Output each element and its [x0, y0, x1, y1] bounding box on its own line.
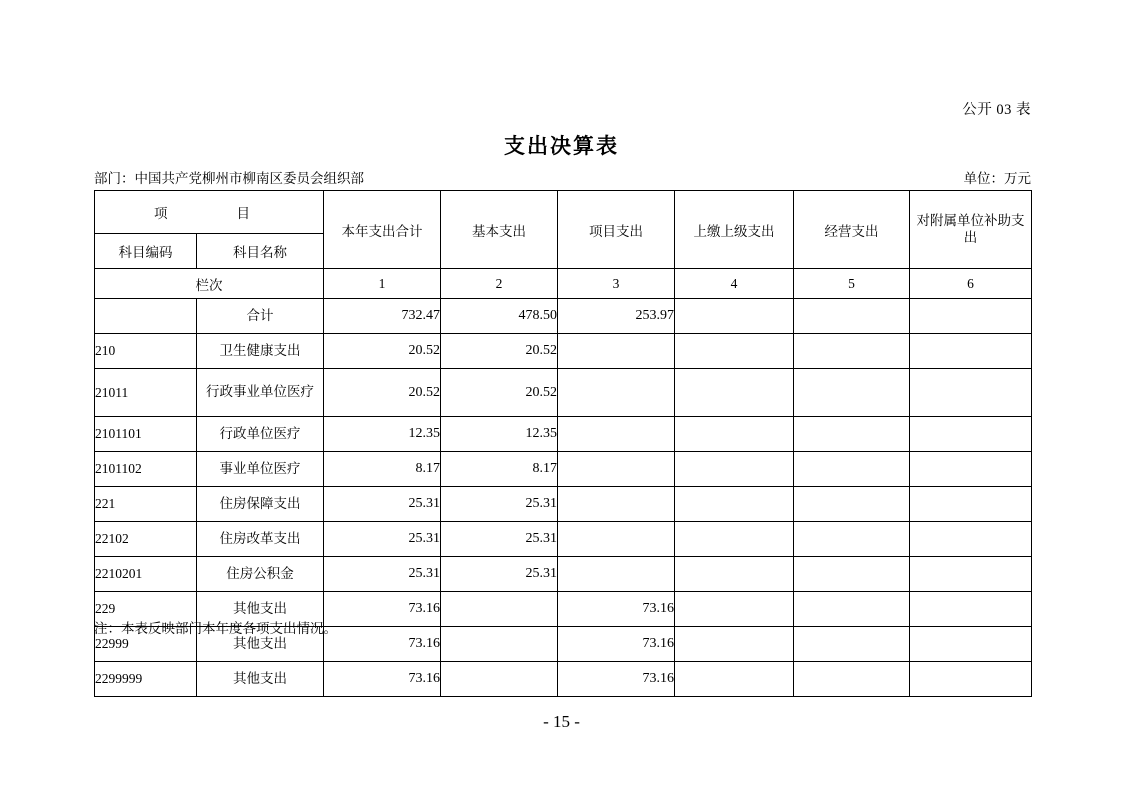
form-number-label: 公开 03 表	[962, 102, 1031, 118]
row-code: 22999	[95, 627, 197, 662]
row-value-6	[910, 627, 1032, 662]
row-value-4	[675, 557, 794, 592]
row-value-2: 25.31	[441, 487, 558, 522]
row-value-4	[675, 487, 794, 522]
row-name: 住房改革支出	[197, 522, 324, 557]
row-value-3: 73.16	[558, 592, 675, 627]
row-code: 221	[95, 487, 197, 522]
row-value-5	[794, 557, 910, 592]
lan-number-6: 6	[910, 269, 1032, 299]
row-value-2: 12.35	[441, 417, 558, 452]
row-value-1: 20.52	[324, 369, 441, 417]
header-subject-code: 科目编码	[95, 234, 197, 269]
row-value-1: 25.31	[324, 522, 441, 557]
header-col-4: 上缴上级支出	[675, 191, 794, 269]
row-value-4	[675, 417, 794, 452]
header-col-2: 基本支出	[441, 191, 558, 269]
row-value-3	[558, 522, 675, 557]
row-value-2: 20.52	[441, 369, 558, 417]
row-value-3	[558, 334, 675, 369]
row-value-4	[675, 369, 794, 417]
row-value-3: 73.16	[558, 627, 675, 662]
table-row	[95, 557, 1032, 592]
row-name: 其他支出	[197, 592, 324, 627]
row-value-5	[794, 417, 910, 452]
table-row	[95, 662, 1032, 697]
row-value-1: 25.31	[324, 487, 441, 522]
lan-label: 栏次	[95, 269, 324, 299]
row-value-1: 25.31	[324, 557, 441, 592]
row-name: 其他支出	[197, 627, 324, 662]
row-value-5	[794, 299, 910, 334]
row-value-5	[794, 627, 910, 662]
row-value-2	[441, 592, 558, 627]
row-value-2	[441, 627, 558, 662]
row-value-4	[675, 334, 794, 369]
table-row	[95, 487, 1032, 522]
table-note: 注：本表反映部门本年度各项支出情况。	[94, 621, 337, 636]
row-value-4	[675, 627, 794, 662]
row-value-3	[558, 557, 675, 592]
table-header-row-1	[95, 191, 1032, 234]
header-col-5: 经营支出	[794, 191, 910, 269]
row-code: 21011	[95, 369, 197, 417]
row-value-2: 20.52	[441, 334, 558, 369]
header-group-item: 项 目	[95, 191, 324, 234]
row-value-5	[794, 334, 910, 369]
row-value-4	[675, 452, 794, 487]
table-row	[95, 452, 1032, 487]
header-subject-name: 科目名称	[197, 234, 324, 269]
row-value-6	[910, 557, 1032, 592]
row-value-2: 25.31	[441, 522, 558, 557]
row-name: 住房保障支出	[197, 487, 324, 522]
row-code	[95, 299, 197, 334]
lan-number-2: 2	[441, 269, 558, 299]
row-value-6	[910, 299, 1032, 334]
row-name: 事业单位医疗	[197, 452, 324, 487]
row-value-3	[558, 417, 675, 452]
row-value-5	[794, 522, 910, 557]
unit-label: 单位：万元	[963, 171, 1031, 186]
department-label: 部门：中国共产党柳州市柳南区委员会组织部	[94, 171, 364, 186]
lan-number-1: 1	[324, 269, 441, 299]
row-value-4	[675, 522, 794, 557]
row-value-1: 73.16	[324, 592, 441, 627]
row-name: 合计	[197, 299, 324, 334]
row-name: 卫生健康支出	[197, 334, 324, 369]
row-code: 229	[95, 592, 197, 627]
row-code: 2210201	[95, 557, 197, 592]
row-value-4	[675, 592, 794, 627]
lan-number-4: 4	[675, 269, 794, 299]
row-value-2: 25.31	[441, 557, 558, 592]
header-col-1: 本年支出合计	[324, 191, 441, 269]
row-value-2: 8.17	[441, 452, 558, 487]
row-value-5	[794, 369, 910, 417]
row-name: 行政事业单位医疗	[197, 369, 324, 417]
row-code: 210	[95, 334, 197, 369]
row-code: 2299999	[95, 662, 197, 697]
row-code: 2101101	[95, 417, 197, 452]
row-value-3: 253.97	[558, 299, 675, 334]
table-row	[95, 299, 1032, 334]
row-value-1: 73.16	[324, 662, 441, 697]
row-value-1: 8.17	[324, 452, 441, 487]
row-name: 住房公积金	[197, 557, 324, 592]
table-column-index-row	[95, 269, 1032, 299]
page-title: 支出决算表	[504, 134, 619, 158]
row-value-5	[794, 452, 910, 487]
row-code: 22102	[95, 522, 197, 557]
table-row	[95, 334, 1032, 369]
row-value-6	[910, 417, 1032, 452]
page-number: - 15 -	[543, 712, 580, 731]
row-value-6	[910, 452, 1032, 487]
row-value-3	[558, 487, 675, 522]
row-value-6	[910, 487, 1032, 522]
row-value-5	[794, 487, 910, 522]
row-name: 其他支出	[197, 662, 324, 697]
table-row	[95, 417, 1032, 452]
row-value-2: 478.50	[441, 299, 558, 334]
row-value-3	[558, 369, 675, 417]
row-value-1: 73.16	[324, 627, 441, 662]
row-value-4	[675, 662, 794, 697]
row-value-1: 12.35	[324, 417, 441, 452]
row-value-2	[441, 662, 558, 697]
table-row	[95, 522, 1032, 557]
row-value-6	[910, 369, 1032, 417]
row-value-5	[794, 662, 910, 697]
meta-row	[94, 167, 1031, 187]
row-value-1: 20.52	[324, 334, 441, 369]
lan-number-3: 3	[558, 269, 675, 299]
row-value-6	[910, 662, 1032, 697]
row-value-3: 73.16	[558, 662, 675, 697]
row-value-6	[910, 592, 1032, 627]
row-code: 2101102	[95, 452, 197, 487]
row-value-5	[794, 592, 910, 627]
row-name: 行政单位医疗	[197, 417, 324, 452]
row-value-6	[910, 334, 1032, 369]
row-value-3	[558, 452, 675, 487]
lan-number-5: 5	[794, 269, 910, 299]
row-value-6	[910, 522, 1032, 557]
header-col-3: 项目支出	[558, 191, 675, 269]
row-value-1: 732.47	[324, 299, 441, 334]
header-col-6: 对附属单位补助支出	[910, 191, 1032, 269]
row-value-4	[675, 299, 794, 334]
table-row	[95, 369, 1032, 417]
